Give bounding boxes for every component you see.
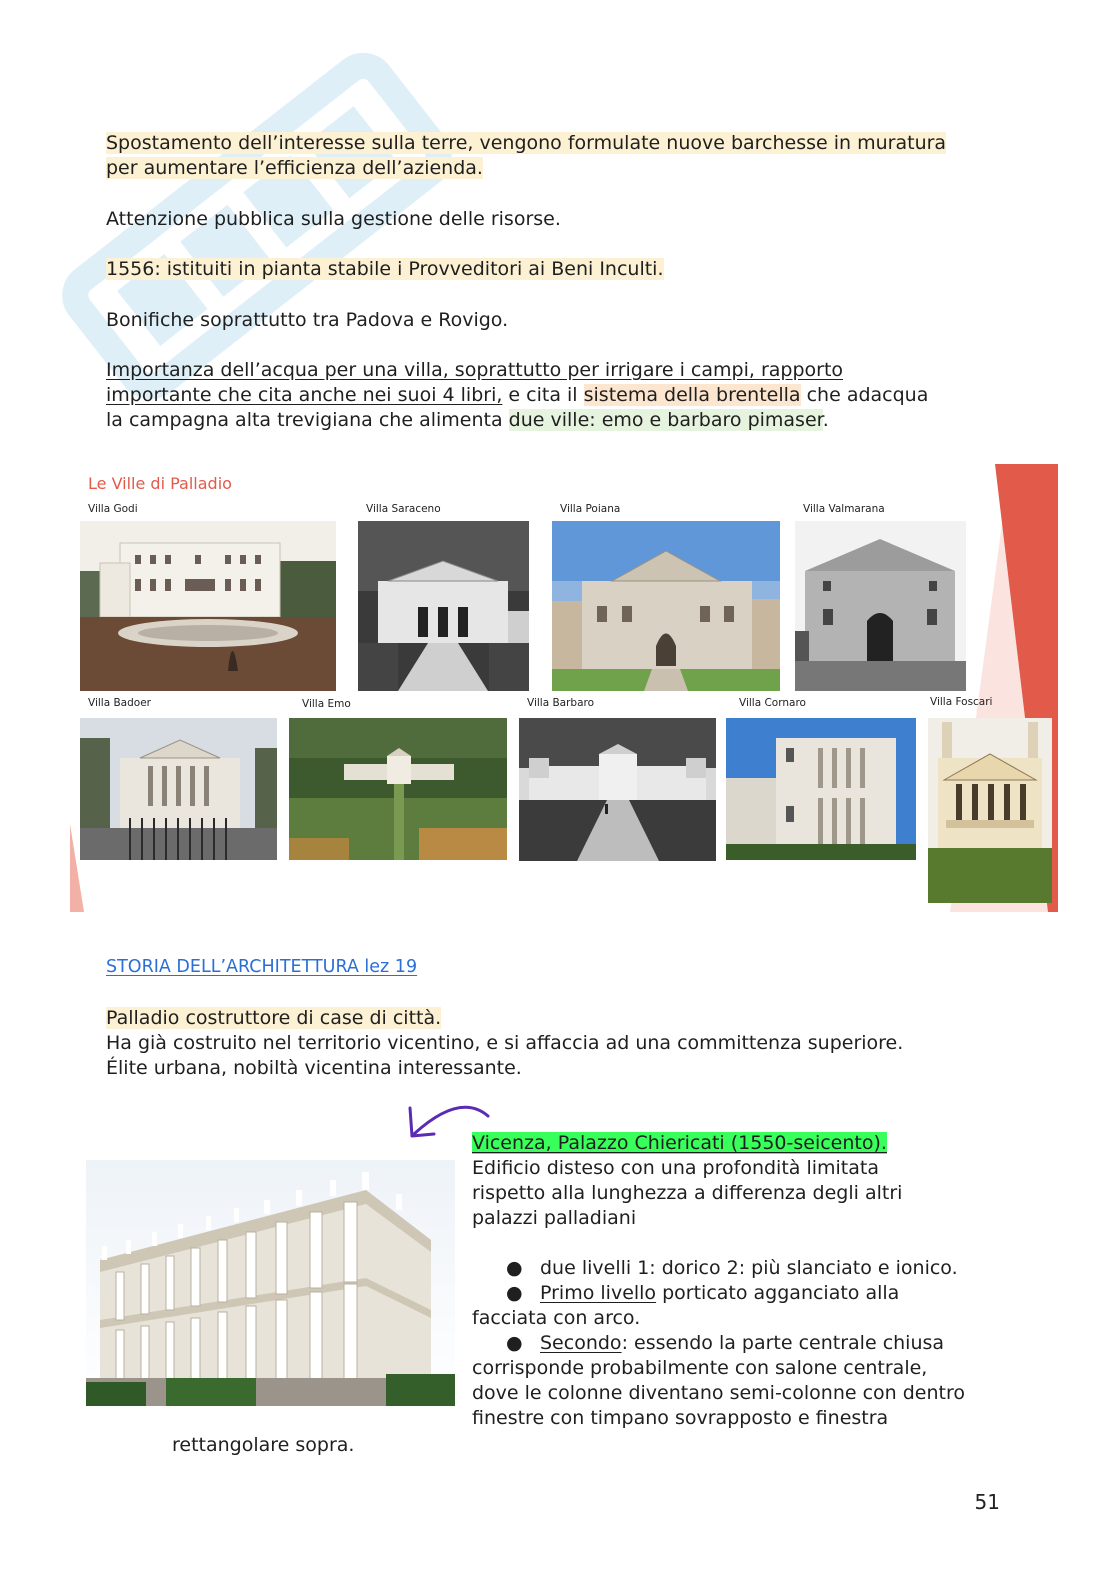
bullet-item-primo-livello: ● Primo livello porticato agganciato alla bbox=[506, 1282, 900, 1304]
caption-villa-valmarana: Villa Valmarana bbox=[803, 503, 885, 515]
caption-villa-foscari: Villa Foscari bbox=[930, 696, 993, 708]
bullet-item-secondo: ● Secondo: essendo la parte centrale chiusa bbox=[506, 1332, 945, 1354]
chiericati-text: Vicenza, Palazzo Chiericati (1550-seicento). Edificio disteso con una profondità limitata rispetto alla lunghezza a differenza degli altri palazzi palladiani bbox=[472, 1132, 903, 1229]
caption-villa-saraceno: Villa Saraceno bbox=[366, 503, 441, 515]
photo-villa-cornaro bbox=[726, 718, 916, 860]
ville-palladio-slide bbox=[70, 464, 1058, 912]
page-number: 51 bbox=[974, 1490, 1000, 1514]
bullet-item-livelli: ● due livelli 1: dorico 2: più slanciato e ionico. bbox=[506, 1257, 958, 1279]
photo-villa-foscari bbox=[928, 718, 1052, 903]
photo-villa-valmarana bbox=[795, 521, 966, 691]
caption-villa-barbaro: Villa Barbaro bbox=[527, 697, 595, 709]
caption-villa-badoer: Villa Badoer bbox=[88, 697, 151, 709]
chiericati-tail: rettangolare sopra. bbox=[172, 1434, 355, 1456]
chiericati-heading: Vicenza, Palazzo Chiericati (1550-seicento). bbox=[472, 1132, 887, 1154]
paragraph-palladio-citta: Palladio costruttore di case di città. Ha già costruito nel territorio vicentino, e si affaccia ad una committenza superiore. Élite urbana, nobiltà vicentina interessante. bbox=[106, 1007, 904, 1079]
photo-palazzo-chiericati bbox=[86, 1160, 455, 1406]
section-link-storia-architettura[interactable]: STORIA DELL’ARCHITETTURA lez 19 bbox=[106, 957, 418, 977]
caption-villa-emo: Villa Emo bbox=[302, 698, 351, 710]
slide-title: Le Ville di Palladio bbox=[88, 474, 232, 493]
photo-villa-emo bbox=[289, 718, 507, 860]
photo-villa-barbaro bbox=[519, 718, 716, 861]
paragraph-acqua: Importanza dell’acqua per una villa, soprattutto per irrigare i campi, rapporto importante che cita anche nei suoi 4 libri, e cita il sistema della brentella che adacqua la campagna alta trevigiana che alimenta due ville: emo e barbaro pimaser. bbox=[106, 359, 929, 431]
paragraph-attenzione: Attenzione pubblica sulla gestione delle risorse. bbox=[106, 208, 561, 230]
paragraph-bonifiche: Bonifiche soprattutto tra Padova e Rovigo. bbox=[106, 309, 509, 331]
caption-villa-cornaro: Villa Cornaro bbox=[739, 697, 806, 709]
caption-villa-godi: Villa Godi bbox=[88, 503, 138, 515]
photo-villa-saraceno bbox=[358, 521, 529, 691]
photo-villa-poiana bbox=[552, 521, 780, 691]
photo-villa-godi bbox=[80, 521, 336, 691]
caption-villa-poiana: Villa Poiana bbox=[560, 503, 621, 515]
paragraph-1556: 1556: istituiti in pianta stabile i Provveditori ai Beni Inculti. bbox=[106, 258, 664, 280]
chiericati-bullets: ● due livelli 1: dorico 2: più slanciato e ionico. ● Primo livello porticato agganciato alla facciata con arco. ● Secondo: essendo la parte centrale chiusa corrisponde probabilmente con salone centrale, dove le colonne diventano semi-colonne con dentro finestre con timpano sovrapposto e finestra bbox=[472, 1256, 1012, 1431]
paragraph-barchesse: Spostamento dell’interesse sulla terre, vengono formulate nuove barchesse in muratura per aumentare l’efficienza dell’azienda. bbox=[106, 132, 947, 179]
photo-villa-badoer bbox=[80, 718, 277, 860]
